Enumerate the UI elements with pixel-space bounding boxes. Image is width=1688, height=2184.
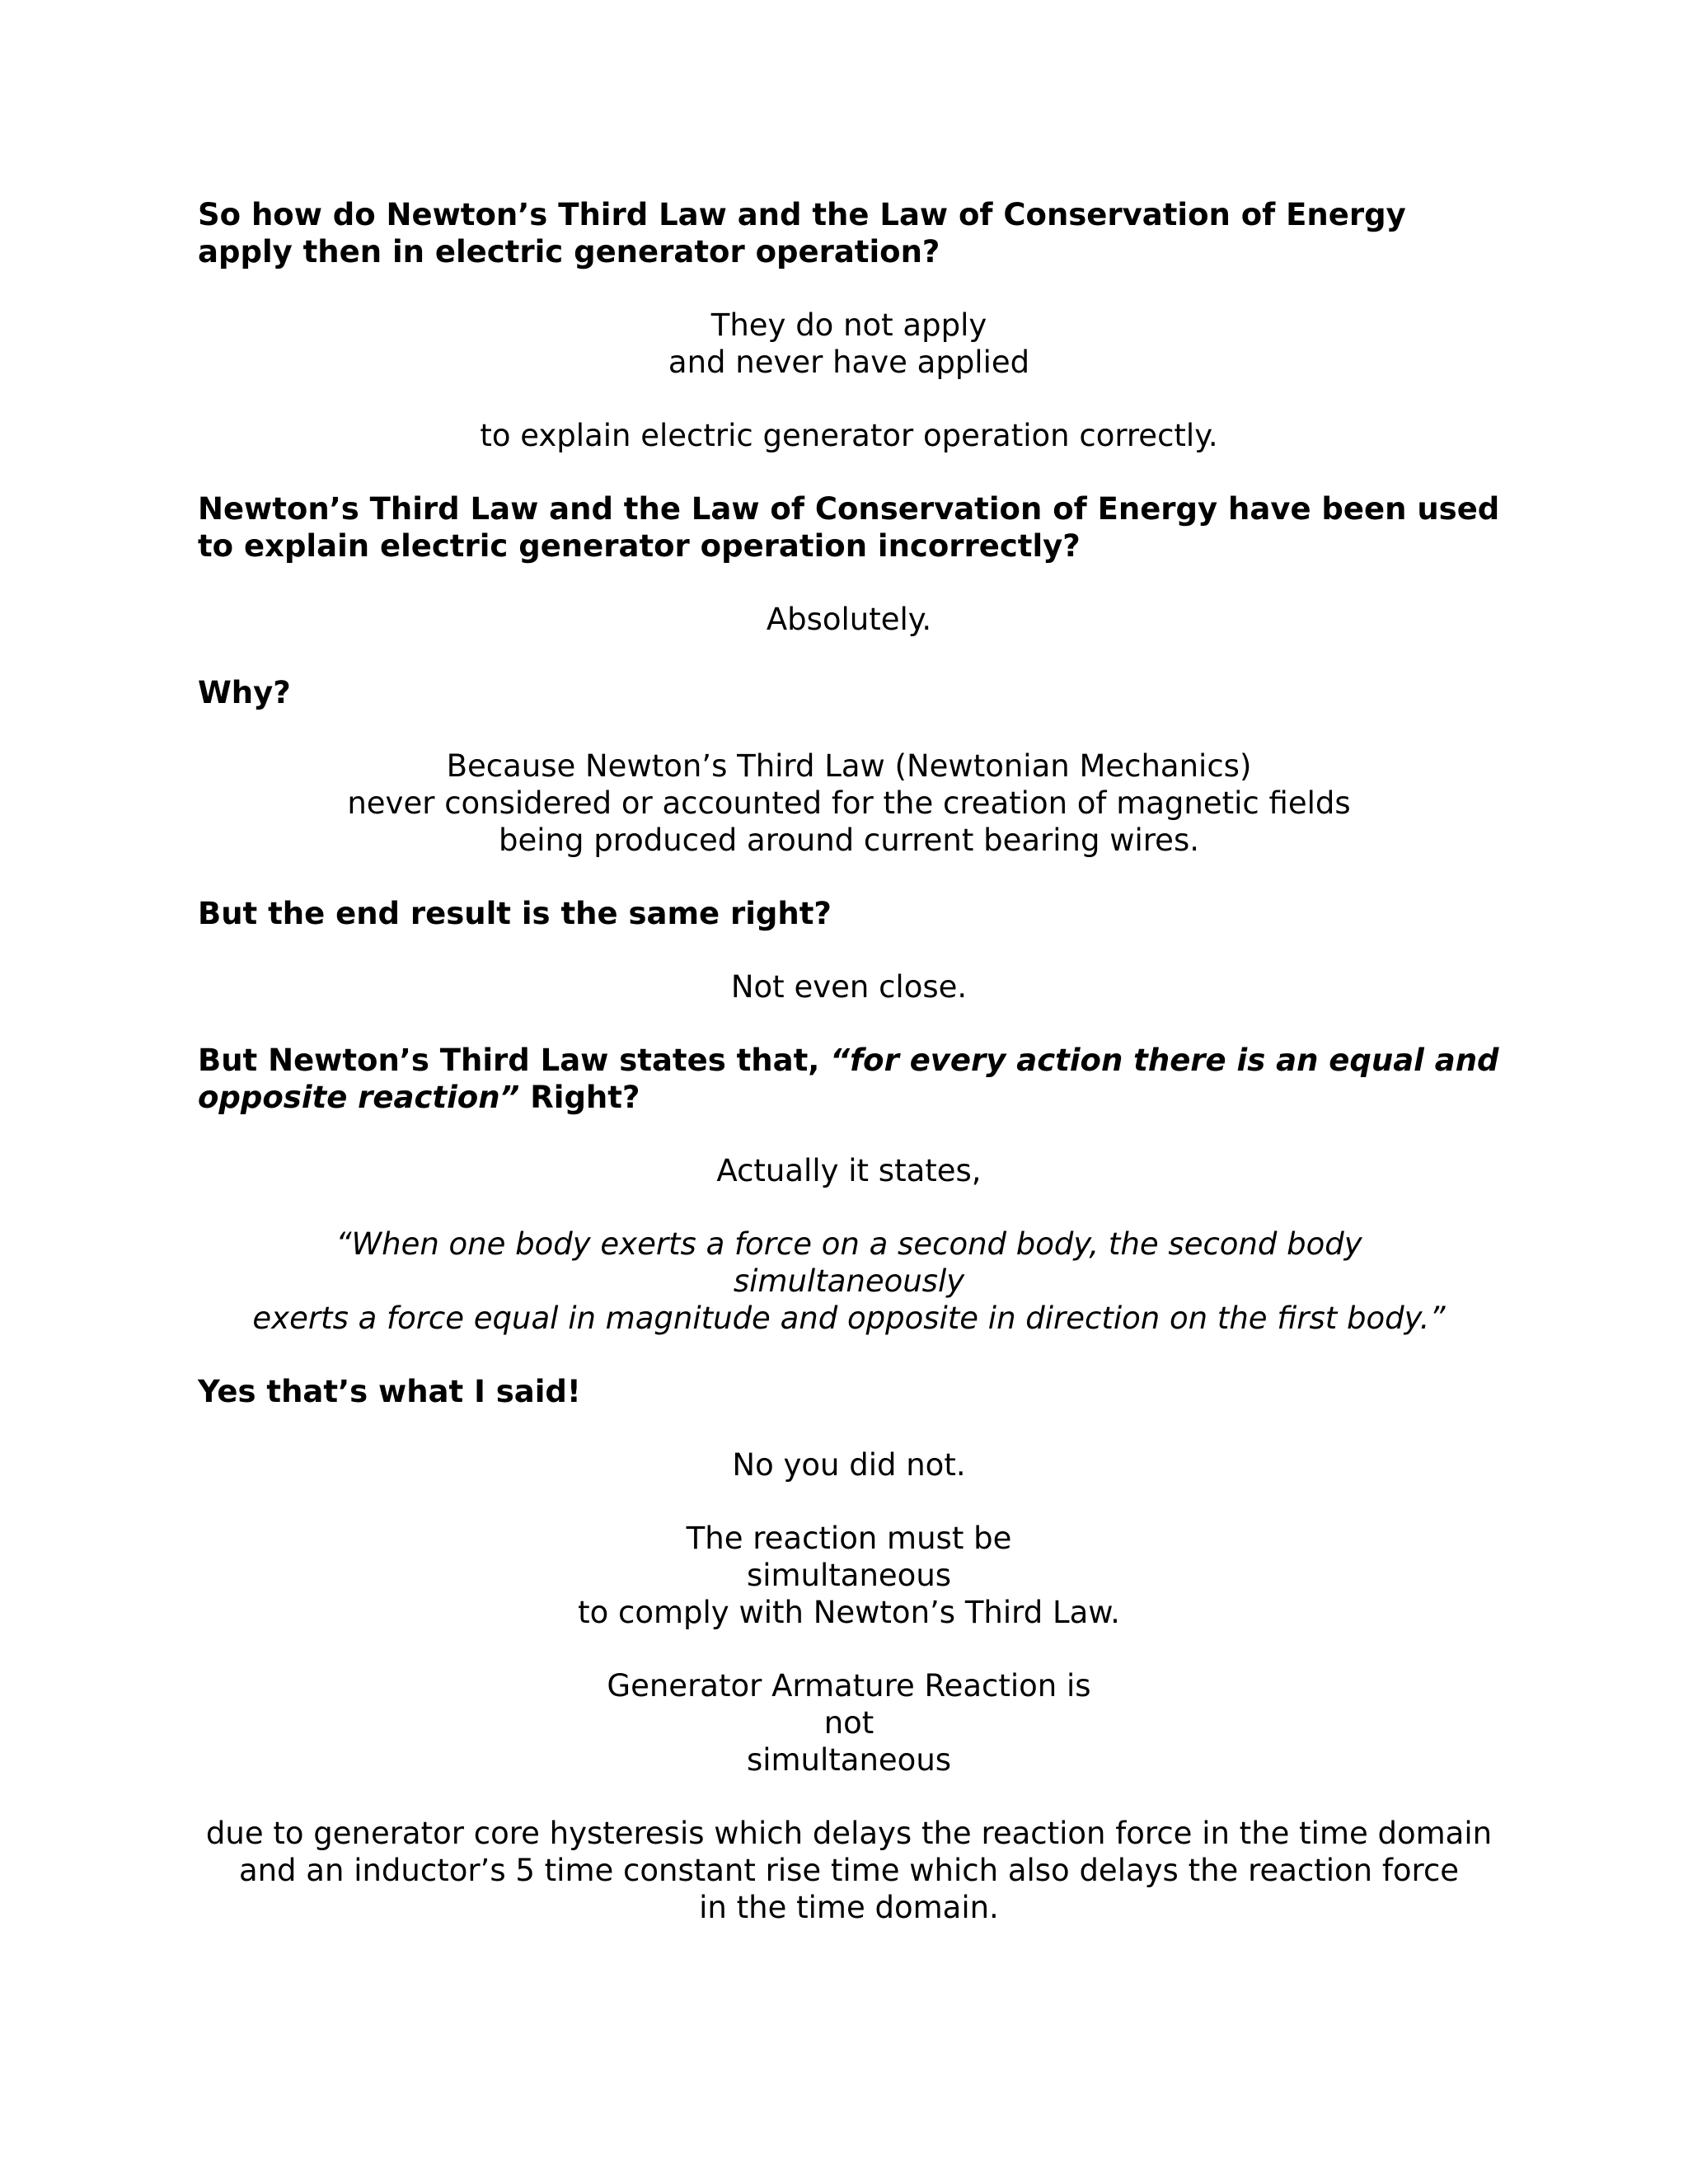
question-1 [198,196,1500,270]
answer-1-line-3: to explain electric generator operation correctly. [480,418,1218,453]
answer-6-block-4-line-2: and an inductor’s 5 time constant rise time which also delays the reaction force [238,1853,1460,1888]
question-5-prefix: But Newton’s Third Law states that, [198,1043,831,1078]
question-5-quote-part-2: opposite reaction” [198,1080,520,1115]
question-5-suffix: Right? [519,1080,640,1115]
answer-5-quote-line-3: exerts a force equal in magnitude and opposite in direction on the first body.” [252,1301,1446,1336]
answer-3-line-1: Because Newton’s Third Law (Newtonian Mechanics) [446,748,1252,784]
answer-5-quote [198,1226,1500,1337]
question-6: Yes that’s what I said! [198,1374,581,1409]
question-5-line-2 [198,1079,1500,1116]
answer-2: Absolutely. [766,602,932,637]
answer-1-line-2: and never have applied [668,344,1030,380]
answer-1-line-1: They do not apply [710,307,987,343]
answer-3 [198,748,1500,859]
question-5 [198,1042,1500,1116]
answer-5-intro: Actually it states, [716,1153,982,1188]
question-5-line-1 [198,1042,1500,1079]
answer-6-block-2 [198,1520,1500,1631]
document-page [198,196,1500,1926]
answer-6-block-3-line-3: simultaneous [746,1742,952,1778]
answer-5-quote-line-2: simultaneously [733,1263,965,1299]
answer-6-block-4-line-1: due to generator core hysteresis which delays the reaction force in the time domain [205,1816,1493,1851]
answer-6-block-3-line-2: not [823,1705,874,1741]
question-1-line-1: So how do Newton’s Third Law and the Law of Conservation of Energy [198,197,1406,232]
question-5-quote-part-1: “for every action there is an equal and [830,1043,1499,1078]
answer-6-block-3 [198,1667,1500,1779]
answer-6-block-4-line-3: in the time domain. [699,1890,999,1925]
answer-6-block-2-line-2: simultaneous [746,1558,952,1593]
question-2-line-2: to explain electric generator operation incorrectly? [198,528,1081,564]
answer-5-quote-line-1: “When one body exerts a force on a second body, the second body [335,1226,1362,1262]
question-3: Why? [198,675,291,710]
answer-6-block-2-line-3: to comply with Newton’s Third Law. [578,1595,1120,1630]
question-1-line-2: apply then in electric generator operation? [198,234,940,269]
question-2 [198,490,1500,565]
answer-6-block-2-line-1: The reaction must be [686,1521,1012,1556]
answer-6-block-4 [198,1815,1500,1926]
answer-1 [198,307,1500,381]
question-2-line-1: Newton’s Third Law and the Law of Conservation of Energy have been used [198,491,1500,527]
answer-4: Not even close. [730,969,968,1005]
answer-6-block-3-line-1: Generator Armature Reaction is [607,1668,1091,1704]
answer-6: No you did not. [732,1447,966,1483]
answer-3-line-3: being produced around current bearing wires. [499,823,1199,858]
answer-3-line-2: never considered or accounted for the creation of magnetic fields [347,785,1351,821]
question-4: But the end result is the same right? [198,896,832,931]
